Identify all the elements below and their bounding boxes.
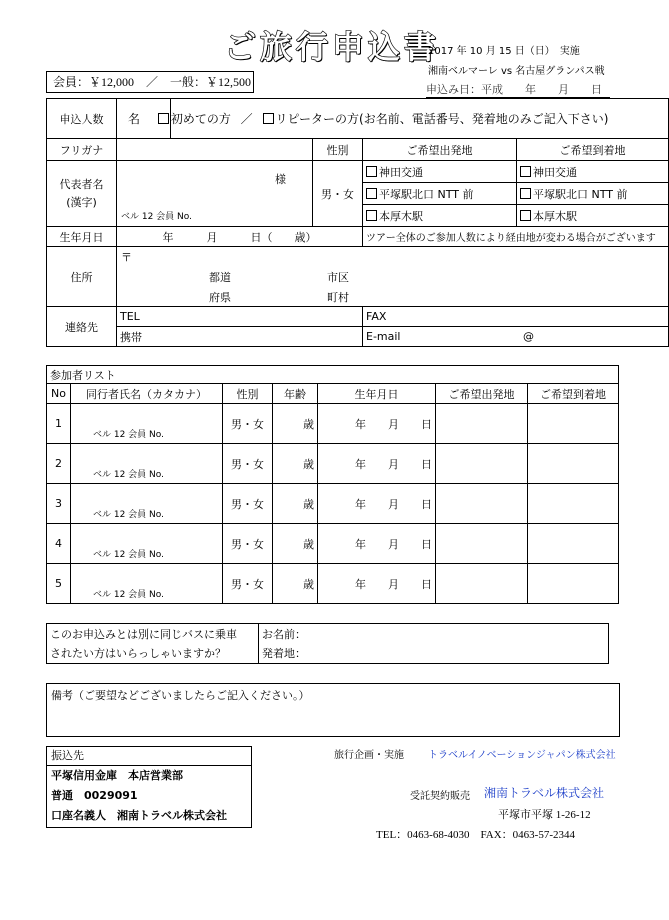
- col-gender: 性別: [223, 384, 273, 404]
- birth-input[interactable]: 年 月 日: [318, 564, 436, 604]
- arr-option-1[interactable]: 神田交通: [517, 161, 669, 183]
- col-name: 同行者氏名（カタカナ）: [71, 384, 223, 404]
- dep-option-3[interactable]: 本厚木駅: [363, 205, 517, 227]
- col-arrival: ご希望到着地: [528, 384, 619, 404]
- departure-input[interactable]: [436, 564, 528, 604]
- repeater-checkbox[interactable]: [263, 113, 274, 124]
- arr-option-2[interactable]: 平塚駅北口 NTT 前: [517, 183, 669, 205]
- furigana-label: フリガナ: [47, 139, 117, 161]
- tel-input[interactable]: TEL: [117, 307, 363, 327]
- remarks-box[interactable]: [46, 683, 620, 737]
- repeater-label: リピーターの方(お名前、電話番号、発着地のみご記入下さい): [275, 112, 609, 126]
- applicants-unit: 名: [128, 112, 141, 126]
- participant-table: [46, 365, 619, 604]
- dep-option-1[interactable]: 神田交通: [363, 161, 517, 183]
- table-row: 2 ベル 12 会員 No. 男・女 歳 年 月 日: [47, 444, 619, 484]
- tour-note: ツアー全体のご参加人数により経由地が変わる場合がございます: [363, 227, 669, 247]
- applicants-label: 申込人数: [47, 99, 117, 139]
- plan-label: 旅行企画・実施: [334, 750, 404, 761]
- col-departure: ご希望出発地: [436, 384, 528, 404]
- birth-input[interactable]: 年 月 日: [318, 444, 436, 484]
- age-input[interactable]: 歳: [273, 404, 318, 444]
- age-input[interactable]: 歳: [273, 524, 318, 564]
- first-time-label: 初めての方: [170, 112, 231, 126]
- bank-holder: 口座名義人 湘南トラベル株式会社: [51, 809, 227, 822]
- companion-name-input[interactable]: ベル 12 会員 No.: [71, 404, 223, 444]
- fee-box: 会員：￥12,000 ／ 一般：￥12,500: [46, 71, 254, 93]
- apply-date: 申込み日：平成 年 月 日: [426, 81, 610, 98]
- fax-input[interactable]: FAX: [363, 307, 669, 327]
- separate-q1: このお申込みとは別に同じバスに乗車: [47, 624, 259, 644]
- participant-title: 参加者リスト: [47, 366, 619, 384]
- gender-select[interactable]: 男・女: [223, 444, 273, 484]
- plan-company: トラベルイノベーションジャパン株式会社: [428, 750, 616, 761]
- col-no: No: [47, 384, 71, 404]
- col-age: 年齢: [273, 384, 318, 404]
- age-input[interactable]: 歳: [273, 484, 318, 524]
- rep-gender[interactable]: 男・女: [313, 161, 363, 227]
- rep-name-label: 代表者名 (漢字): [47, 161, 117, 227]
- table-row: 3 ベル 12 会員 No. 男・女 歳 年 月 日: [47, 484, 619, 524]
- gender-select[interactable]: 男・女: [223, 524, 273, 564]
- page-title: ご旅行申込書: [224, 28, 441, 66]
- furigana-input[interactable]: [117, 139, 313, 161]
- main-form: [46, 98, 669, 347]
- gender-select[interactable]: 男・女: [223, 404, 273, 444]
- companion-name-input[interactable]: ベル 12 会員 No.: [71, 524, 223, 564]
- birthdate-input[interactable]: 年 月 日（ 歳）: [117, 227, 363, 247]
- departure-input[interactable]: [436, 524, 528, 564]
- table-row: 4 ベル 12 会員 No. 男・女 歳 年 月 日: [47, 524, 619, 564]
- birth-input[interactable]: 年 月 日: [318, 524, 436, 564]
- contact-label: 連絡先: [47, 307, 117, 347]
- birthdate-label: 生年月日: [47, 227, 117, 247]
- remarks-label: 備考（ご要望などございましたらご記入ください。）: [51, 689, 310, 702]
- mobile-input[interactable]: 携帯: [117, 327, 363, 347]
- bank-title: 振込先: [47, 747, 251, 766]
- address-input[interactable]: 〒 都道 府県 市区 町村: [117, 247, 669, 307]
- departure-input[interactable]: [436, 404, 528, 444]
- arrival-input[interactable]: [528, 404, 619, 444]
- gender-select[interactable]: 男・女: [223, 564, 273, 604]
- companion-name-input[interactable]: ベル 12 会員 No.: [71, 444, 223, 484]
- bank-account: 普通 0029091: [51, 789, 138, 802]
- companion-name-input[interactable]: ベル 12 会員 No.: [71, 484, 223, 524]
- gender-select[interactable]: 男・女: [223, 484, 273, 524]
- email-input[interactable]: E-mail @: [363, 327, 669, 347]
- first-time-checkbox[interactable]: [158, 113, 169, 124]
- age-input[interactable]: 歳: [273, 444, 318, 484]
- birth-input[interactable]: 年 月 日: [318, 484, 436, 524]
- departure-input[interactable]: [436, 444, 528, 484]
- address-label: 住所: [47, 247, 117, 307]
- table-row: 5 ベル 12 会員 No. 男・女 歳 年 月 日: [47, 564, 619, 604]
- applicant-type: [128, 99, 669, 139]
- separate-q2: されたい方はいらっしゃいますか？: [47, 644, 259, 664]
- arrival-input[interactable]: [528, 444, 619, 484]
- table-row: 1 ベル 12 会員 No. 男・女 歳 年 月 日: [47, 404, 619, 444]
- dep-option-2[interactable]: 平塚駅北口 NTT 前: [363, 183, 517, 205]
- arrival-input[interactable]: [528, 564, 619, 604]
- bank-name: 平塚信用金庫 本店営業部: [51, 769, 183, 782]
- companion-name-input[interactable]: ベル 12 会員 No.: [71, 564, 223, 604]
- arrival-label: ご希望到着地: [517, 139, 669, 161]
- departure-label: ご希望出発地: [363, 139, 517, 161]
- bank-box: [46, 746, 252, 828]
- arrival-input[interactable]: [528, 484, 619, 524]
- separate-booking: [46, 623, 609, 664]
- slash: ／: [240, 112, 253, 126]
- age-input[interactable]: 歳: [273, 564, 318, 604]
- col-birth: 生年月日: [318, 384, 436, 404]
- separate-place-input[interactable]: 発着地：: [259, 644, 609, 664]
- company-address: 平塚市平塚 1-26-12: [498, 809, 591, 821]
- event-date: 2017 年 10 月 15 日（日） 実施: [428, 46, 580, 57]
- sales-label: 受託契約販売: [410, 791, 470, 802]
- company-phone: TEL：0463-68-4030 FAX：0463-57-2344: [376, 829, 575, 841]
- separate-name-input[interactable]: お名前：: [259, 624, 609, 644]
- match-name: 湘南ベルマーレ vs 名古屋グランパス戦: [428, 66, 605, 77]
- gender-label: 性別: [313, 139, 363, 161]
- sales-company: 湘南トラベル株式会社: [484, 786, 605, 800]
- birth-input[interactable]: 年 月 日: [318, 404, 436, 444]
- arr-option-3[interactable]: 本厚木駅: [517, 205, 669, 227]
- arrival-input[interactable]: [528, 524, 619, 564]
- rep-name-input[interactable]: 様 ベル 12 会員 No.: [117, 161, 313, 227]
- departure-input[interactable]: [436, 484, 528, 524]
